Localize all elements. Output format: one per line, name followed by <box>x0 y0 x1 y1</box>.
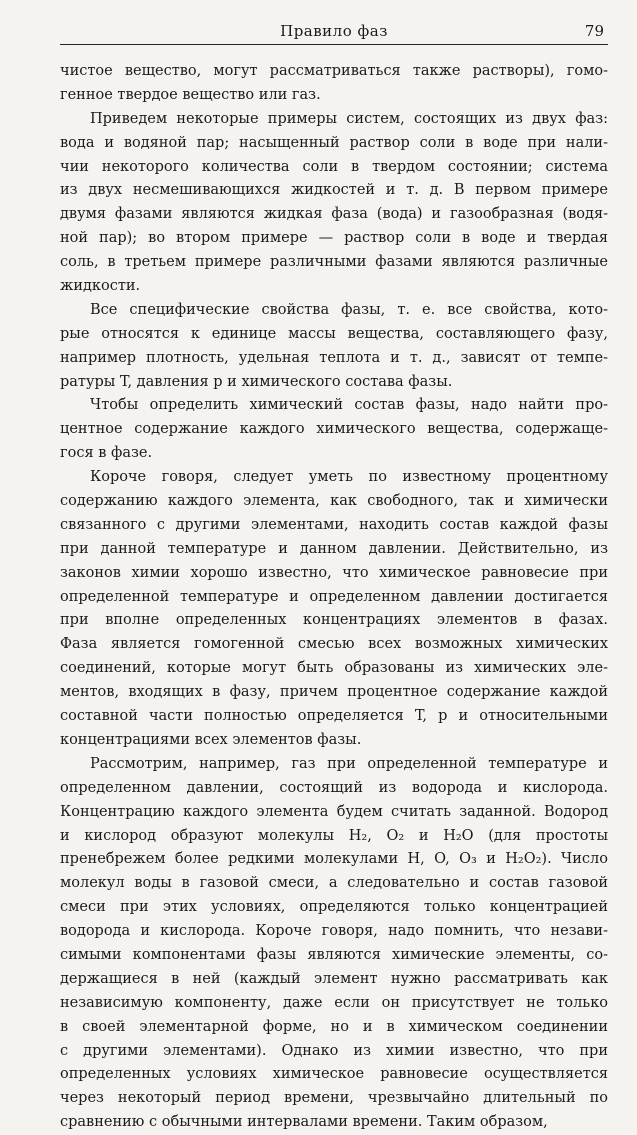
page-number: 79 <box>584 22 604 40</box>
paragraph <box>60 299 608 395</box>
paragraph <box>60 108 608 299</box>
text-line: из двух несмешивающихся жидкостей и т. д. В первом примере <box>60 182 608 199</box>
text-line: смеси при этих условиях, определяются только концентрацией <box>60 899 608 916</box>
text-line: в своей элементарной форме, но и в химическом соединении <box>60 1018 608 1035</box>
text-line: при данной температуре и данном давлении. Действительно, из <box>60 540 608 557</box>
body-text <box>60 60 608 1135</box>
paragraph <box>60 394 608 466</box>
text-line: молекул воды в газовой смеси, а следовательно и состав газовой <box>60 875 608 892</box>
text-line: ратуры T, давления p и химического состава фазы. <box>60 373 453 390</box>
text-line: сравнению с обычными интервалами времени. Таким образом, <box>60 1114 548 1131</box>
paragraph <box>60 60 608 108</box>
running-title: Правило фаз <box>280 22 388 40</box>
text-line: Приведем некоторые примеры систем, состоящих из двух фаз: <box>90 110 608 127</box>
paragraph <box>60 753 608 1135</box>
text-line: водорода и кислорода. Короче говоря, надо помнить, что незави- <box>60 923 608 940</box>
text-line: держащиеся в ней (каждый элемент нужно рассматривать как <box>60 970 608 987</box>
text-line: чистое вещество, могут рассматриваться также растворы), гомо- <box>60 63 608 79</box>
text-line: определенном давлении, состоящий из водорода и кислорода. <box>60 779 608 796</box>
text-line: законов химии хорошо известно, что химическое равновесие при <box>60 564 608 581</box>
text-line: гося в фазе. <box>60 445 153 462</box>
text-line: соль, в третьем примере различными фазами являются различные <box>60 254 608 271</box>
text-line: симыми компонентами фазы являются химические элементы, со- <box>60 946 608 963</box>
text-line: при вполне определенных концентрациях элементов в фазах. <box>60 612 608 629</box>
text-line: Концентрацию каждого элемента будем считать заданной. Водород <box>60 803 608 820</box>
text-line: Все специфические свойства фазы, т. е. все свойства, кото- <box>90 301 608 318</box>
text-line: определенных условиях химическое равновесие осуществляется <box>60 1066 608 1083</box>
text-line: с другими элементами). Однако из химии известно, что при <box>60 1042 608 1059</box>
paragraph <box>60 466 608 753</box>
page-header <box>60 16 608 45</box>
text-line: и кислород образуют молекулы H₂, O₂ и H₂O (для простоты <box>60 827 608 844</box>
text-line: центное содержание каждого химического вещества, содержаще- <box>60 421 608 438</box>
text-line: связанного с другими элементами, находить состав каждой фазы <box>60 516 608 533</box>
text-line: генное твердое вещество или газ. <box>60 86 321 103</box>
text-line: независимую компоненту, даже если он присутствует не только <box>60 994 608 1011</box>
text-line: ной пар); во втором примере — раствор соли в воде и твердая <box>60 230 608 247</box>
text-line: Чтобы определить химический состав фазы, надо найти про- <box>90 397 608 414</box>
text-line: жидкости. <box>60 278 141 295</box>
text-line: определенной температуре и определенном давлении достигается <box>60 588 608 605</box>
text-line: Короче говоря, следует уметь по известному процентному <box>90 469 608 486</box>
text-line: пренебрежем более редкими молекулами H, O, O₃ и H₂O₂). Число <box>60 851 608 868</box>
text-line: ментов, входящих в фазу, причем процентное содержание каждой <box>60 684 608 701</box>
text-line: вода и водяной пар; насыщенный раствор соли в воде при нали- <box>60 134 608 151</box>
text-line: составной части полностью определяется T, p и относительными <box>60 708 608 725</box>
text-line: Фаза является гомогенной смесью всех возможных химических <box>60 636 608 653</box>
text-line: концентрациями всех элементов фазы. <box>60 731 362 748</box>
text-line: чии некоторого количества соли в твердом состоянии; система <box>60 158 608 175</box>
text-line: Рассмотрим, например, газ при определенной температуре и <box>90 755 608 772</box>
text-line: через некоторый период времени, чрезвычайно длительный по <box>60 1090 608 1107</box>
text-line: содержанию каждого элемента, как свободного, так и химически <box>60 493 608 510</box>
text-line: двумя фазами являются жидкая фаза (вода) и газообразная (водя- <box>60 206 608 223</box>
text-line: соединений, которые могут быть образованы из химических эле- <box>60 660 608 677</box>
text-line: например плотность, удельная теплота и т. д., зависят от темпе- <box>60 349 608 366</box>
text-line: рые относятся к единице массы вещества, составляющего фазу, <box>60 325 608 342</box>
